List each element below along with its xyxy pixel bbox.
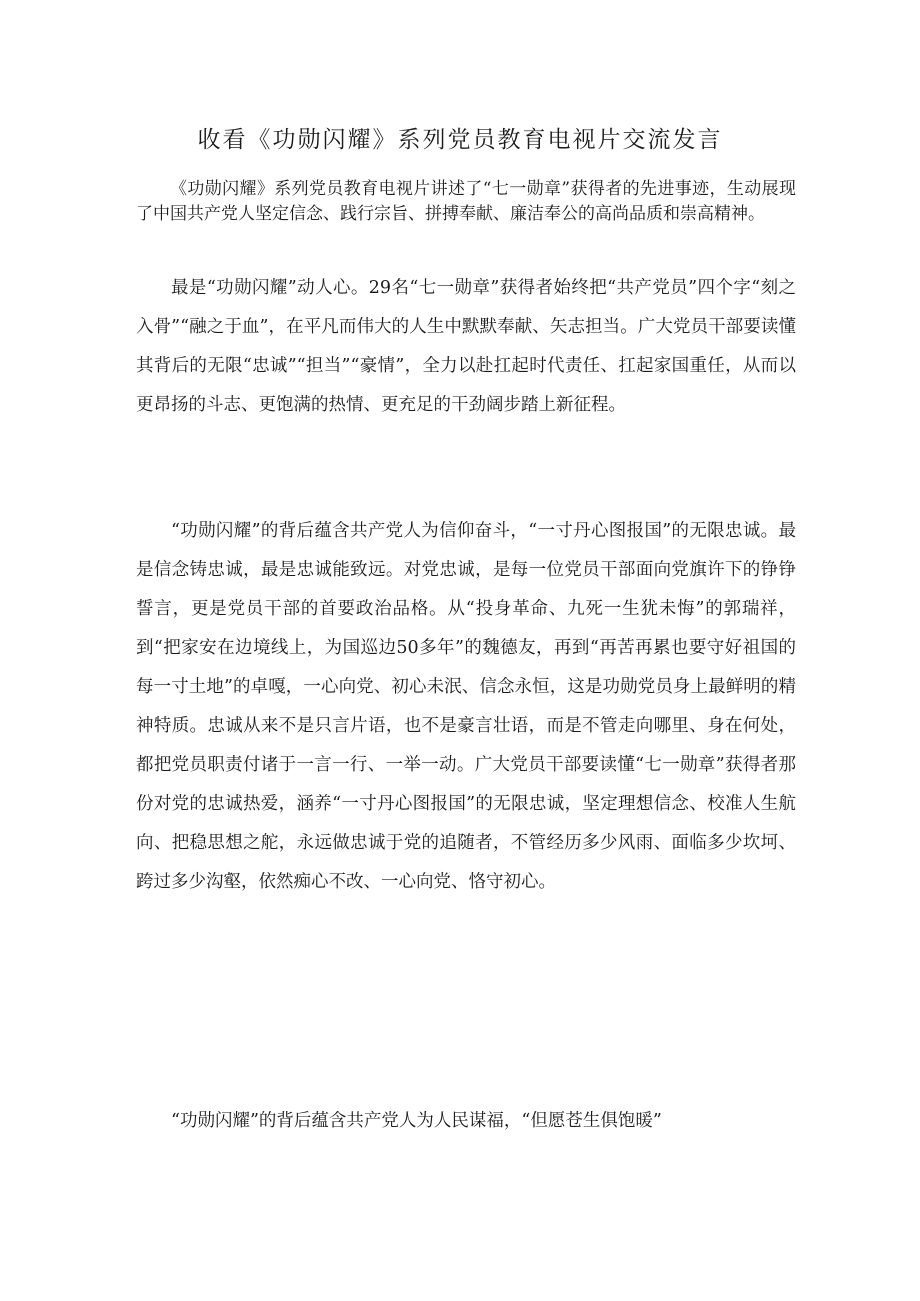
body-paragraph-3: “功勋闪耀”的背后蕴含共产党人为人民谋福，“但愿苍生俱饱暖” xyxy=(171,1111,662,1131)
intro-paragraph: 《功勋闪耀》系列党员教育电视片讲述了“七一勋章”获得者的先进事迹，生动展现了中国共产党人坚定信念、践行宗旨、拼搏奉献、廉洁奉公的高尚品质和崇高精神。 xyxy=(136,179,796,224)
body-paragraph-2: “功勋闪耀”的背后蕴含共产党人为信仰奋斗，“一寸丹心图报国”的无限忠诚。最是信念铸忠诚，最是忠诚能致远。对党忠诚，是每一位党员干部面向党旗许下的铮铮誓言，更是党员干部的首要政治品格。从“投身革命、九死一生犹未悔”的郭瑞祥，到“把家安在边境线上，为国巡边50多年”的魏德友，再到“再苦再累也要守好祖国的每一寸土地”的卓嘎，一心向党、初心未泯、信念永恒，这是功勋党员身上最鲜明的精神特质。忠诚从来不是只言片语，也不是豪言壮语，而是不管走向哪里、身在何处，都把党员职责付诸于一言一行、一举一动。广大党员干部要读懂“七一勋章”获得者那份对党的忠诚热爱，涵养“一寸丹心图报国”的无限忠诚，坚定理想信念、校准人生航向、把稳思想之舵，永远做忠诚于党的追随者，不管经历多少风雨、面临多少坎坷、跨过多少沟壑，依然痴心不改、一心向党、恪守初心。 xyxy=(136,521,796,892)
document-title: 收看《功勋闪耀》系列党员教育电视片交流发言 xyxy=(197,127,723,153)
body-paragraph-1: 最是“功勋闪耀”动人心。29名“七一勋章”获得者始终把“共产党员”四个字“刻之入骨”“融之于血”，在平凡而伟大的人生中默默奉献、矢志担当。广大党员干部要读懂其背后的无限“忠诚”“担当”“豪情”，全力以赴扛起时代责任、扛起家国重任，从而以更昂扬的斗志、更饱满的热情、更充足的干劲阔步踏上新征程。 xyxy=(136,278,796,415)
